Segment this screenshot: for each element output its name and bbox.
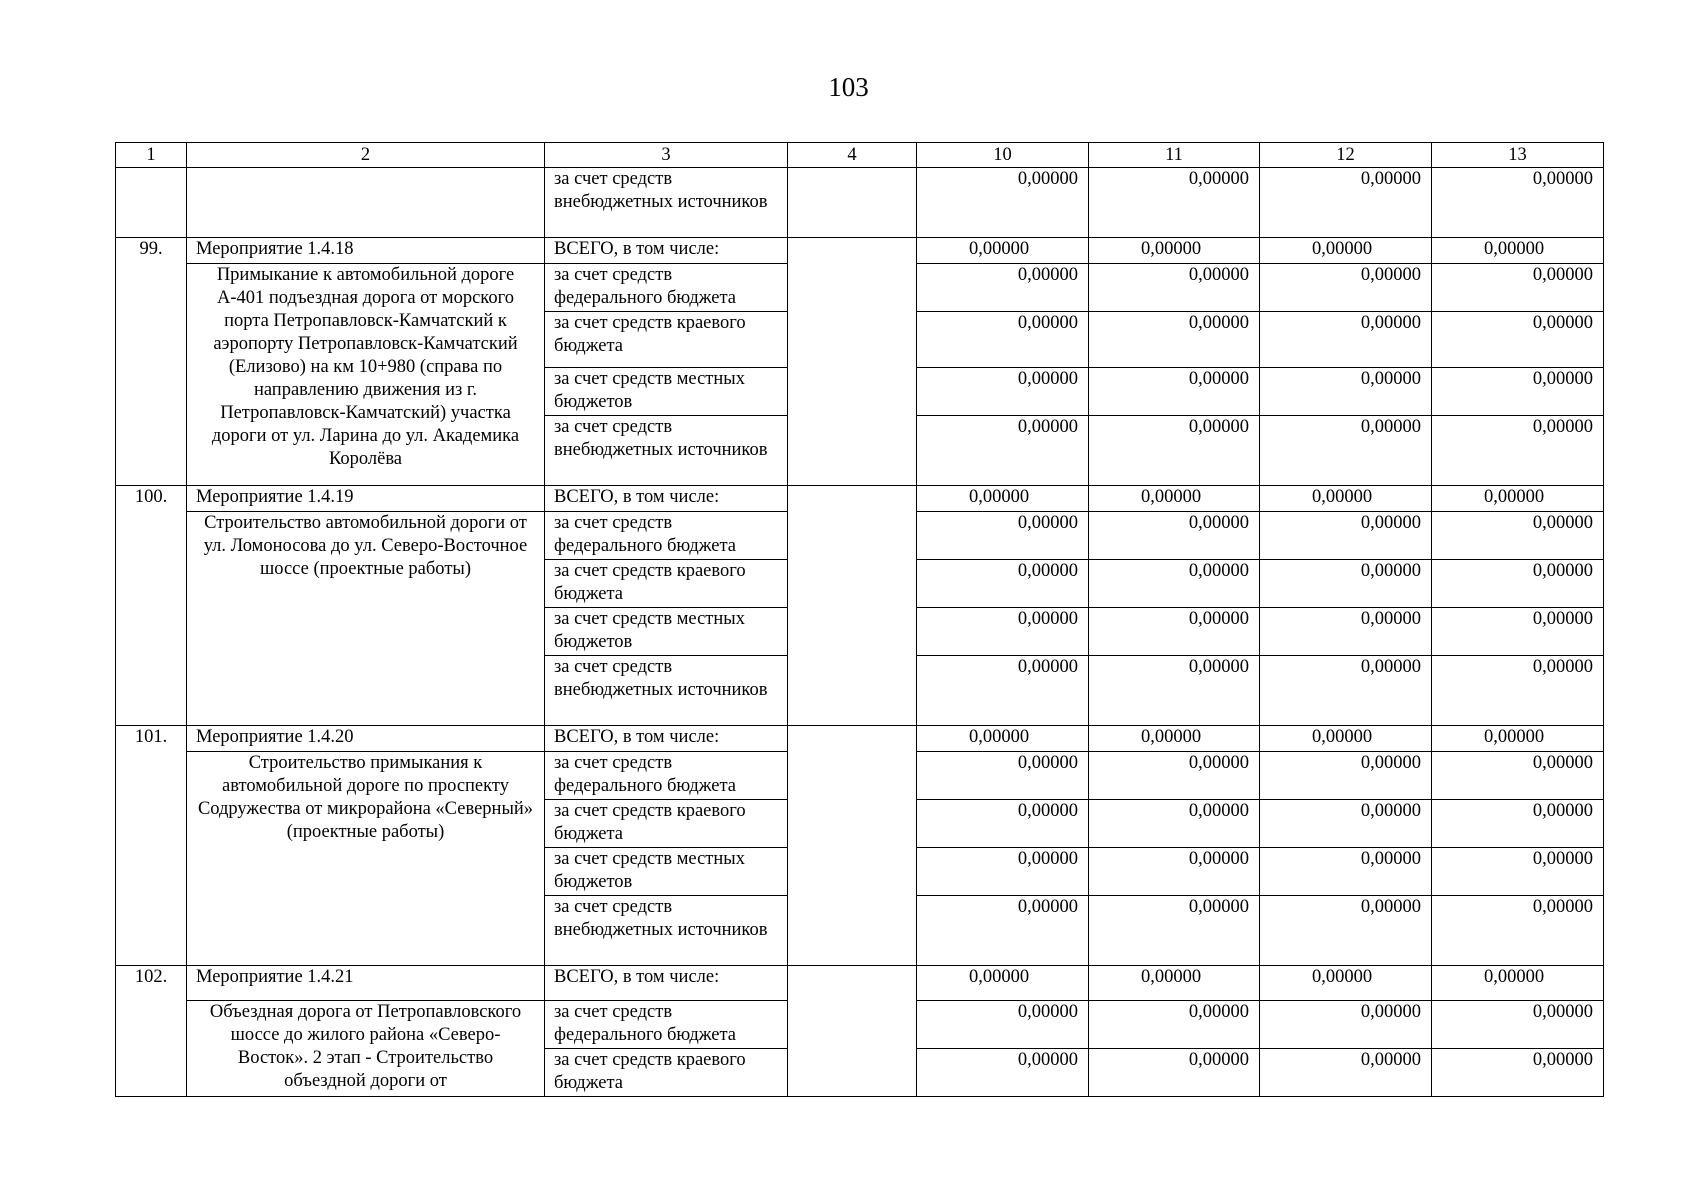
event-title: Мероприятие 1.4.18 (187, 238, 545, 264)
value-cell: 0,00000 (917, 608, 1089, 656)
value-cell: 0,00000 (1260, 560, 1432, 608)
value-cell: 0,00000 (917, 264, 1089, 312)
total-value: 0,00000 (917, 238, 1089, 264)
source-label: за счет средств внебюджетных источников (545, 656, 788, 726)
event-total-row (116, 726, 1604, 752)
header-cell: 12 (1260, 143, 1432, 168)
value-cell: 0,00000 (917, 848, 1089, 896)
value-cell: 0,00000 (1260, 1001, 1432, 1049)
value-cell: 0,00000 (1432, 368, 1604, 416)
event-description: Примыкание к автомобильной дороге А-401 подъездная дорога от морского порта Петропавловск-Камчатский к аэропорту Петропавловск-Камчатский (Елизово) на км 10+980 (справа по направлению движения из г. Петропавловск-Камчатский) участка дороги от ул. Ларина до ул. Академика Королёва (187, 264, 545, 486)
source-label: за счет средств местных бюджетов (545, 608, 788, 656)
header-cell: 1 (116, 143, 187, 168)
value-cell: 0,00000 (1089, 264, 1260, 312)
total-value: 0,00000 (1089, 238, 1260, 264)
value-cell: 0,00000 (1260, 416, 1432, 486)
header-cell: 11 (1089, 143, 1260, 168)
value-cell: 0,00000 (1260, 368, 1432, 416)
value-cell: 0,00000 (1432, 752, 1604, 800)
row-number: 101. (116, 726, 187, 966)
col4-cell (788, 726, 917, 966)
total-value: 0,00000 (1089, 966, 1260, 1001)
value-cell: 0,00000 (917, 896, 1089, 966)
source-label: за счет средств внебюджетных источников (545, 896, 788, 966)
event-total-row (116, 238, 1604, 264)
value-cell: 0,00000 (917, 368, 1089, 416)
col4-cell (788, 486, 917, 726)
source-label: за счет средств федерального бюджета (545, 1001, 788, 1049)
total-value: 0,00000 (1260, 966, 1432, 1001)
value-cell: 0,00000 (917, 312, 1089, 368)
value-cell: 0,00000 (1432, 1001, 1604, 1049)
event-total-row (116, 966, 1604, 1001)
value-cell: 0,00000 (917, 168, 1089, 238)
event-description: Объездная дорога от Петропавловского шоссе до жилого района «Северо-Восток». 2 этап - Строительство объездной дороги от (187, 1001, 545, 1097)
value-cell: 0,00000 (1260, 608, 1432, 656)
col4-cell (788, 168, 917, 238)
value-cell: 0,00000 (917, 560, 1089, 608)
event-total-row (116, 486, 1604, 512)
value-cell: 0,00000 (1089, 608, 1260, 656)
event-title: Мероприятие 1.4.19 (187, 486, 545, 512)
total-value: 0,00000 (1432, 238, 1604, 264)
value-cell: 0,00000 (1260, 848, 1432, 896)
value-cell: 0,00000 (1089, 1049, 1260, 1097)
source-label: за счет средств федерального бюджета (545, 264, 788, 312)
event-title: Мероприятие 1.4.21 (187, 966, 545, 1001)
header-cell: 4 (788, 143, 917, 168)
value-cell: 0,00000 (1089, 312, 1260, 368)
total-value: 0,00000 (1432, 966, 1604, 1001)
value-cell: 0,00000 (1089, 1001, 1260, 1049)
source-label: за счет средств краевого бюджета (545, 560, 788, 608)
table-body (116, 143, 1604, 1097)
value-cell: 0,00000 (1432, 608, 1604, 656)
value-cell: 0,00000 (1432, 168, 1604, 238)
value-cell: 0,00000 (1432, 800, 1604, 848)
value-cell: 0,00000 (917, 656, 1089, 726)
value-cell: 0,00000 (1432, 896, 1604, 966)
total-label: ВСЕГО, в том числе: (545, 726, 788, 752)
row-number: 100. (116, 486, 187, 726)
col4-cell (788, 238, 917, 486)
total-label: ВСЕГО, в том числе: (545, 486, 788, 512)
value-cell: 0,00000 (917, 1049, 1089, 1097)
desc-cell (187, 168, 545, 238)
total-value: 0,00000 (1089, 486, 1260, 512)
continuation-row (116, 168, 1604, 238)
total-label: ВСЕГО, в том числе: (545, 238, 788, 264)
value-cell: 0,00000 (917, 1001, 1089, 1049)
value-cell: 0,00000 (1432, 264, 1604, 312)
total-value: 0,00000 (1089, 726, 1260, 752)
value-cell: 0,00000 (1432, 1049, 1604, 1097)
value-cell: 0,00000 (1432, 416, 1604, 486)
value-cell: 0,00000 (917, 752, 1089, 800)
source-label: за счет средств внебюджетных источников (545, 416, 788, 486)
source-label: за счет средств местных бюджетов (545, 368, 788, 416)
value-cell: 0,00000 (1089, 512, 1260, 560)
value-cell: 0,00000 (917, 512, 1089, 560)
value-cell: 0,00000 (1260, 752, 1432, 800)
header-cell: 13 (1432, 143, 1604, 168)
value-cell: 0,00000 (917, 416, 1089, 486)
value-cell: 0,00000 (1260, 264, 1432, 312)
source-label: за счет средств краевого бюджета (545, 312, 788, 368)
value-cell: 0,00000 (1260, 512, 1432, 560)
value-cell: 0,00000 (917, 800, 1089, 848)
source-label: за счет средств местных бюджетов (545, 848, 788, 896)
value-cell: 0,00000 (1089, 848, 1260, 896)
value-cell: 0,00000 (1089, 168, 1260, 238)
value-cell: 0,00000 (1260, 896, 1432, 966)
source-label: за счет средств федерального бюджета (545, 512, 788, 560)
total-value: 0,00000 (1260, 238, 1432, 264)
total-value: 0,00000 (1432, 726, 1604, 752)
value-cell: 0,00000 (1432, 560, 1604, 608)
event-description: Строительство примыкания к автомобильной дороге по проспекту Содружества от микрорайона «Северный» (проектные работы) (187, 752, 545, 966)
value-cell: 0,00000 (1089, 800, 1260, 848)
total-value: 0,00000 (1260, 486, 1432, 512)
value-cell: 0,00000 (1432, 512, 1604, 560)
row-number: 99. (116, 238, 187, 486)
header-cell: 10 (917, 143, 1089, 168)
header-row (116, 143, 1604, 168)
header-cell: 2 (187, 143, 545, 168)
total-value: 0,00000 (917, 966, 1089, 1001)
value-cell: 0,00000 (1089, 368, 1260, 416)
col4-cell (788, 966, 917, 1097)
total-value: 0,00000 (1432, 486, 1604, 512)
source-label: за счет средств федерального бюджета (545, 752, 788, 800)
value-cell: 0,00000 (1260, 1049, 1432, 1097)
value-cell: 0,00000 (1260, 656, 1432, 726)
event-description: Строительство автомобильной дороги от ул. Ломоносова до ул. Северо-Восточное шоссе (проектные работы) (187, 512, 545, 726)
budget-table (115, 142, 1604, 1097)
value-cell: 0,00000 (1089, 560, 1260, 608)
value-cell: 0,00000 (1432, 312, 1604, 368)
value-cell: 0,00000 (1260, 168, 1432, 238)
value-cell: 0,00000 (1432, 656, 1604, 726)
row-number: 102. (116, 966, 187, 1097)
value-cell: 0,00000 (1089, 752, 1260, 800)
value-cell: 0,00000 (1089, 416, 1260, 486)
event-title: Мероприятие 1.4.20 (187, 726, 545, 752)
source-label: за счет средств краевого бюджета (545, 800, 788, 848)
total-value: 0,00000 (917, 726, 1089, 752)
value-cell: 0,00000 (1089, 656, 1260, 726)
value-cell: 0,00000 (1260, 312, 1432, 368)
total-value: 0,00000 (1260, 726, 1432, 752)
num-cell (116, 168, 187, 238)
header-cell: 3 (545, 143, 788, 168)
source-label: за счет средств внебюджетных источников (545, 168, 788, 238)
value-cell: 0,00000 (1089, 896, 1260, 966)
page-number: 103 (828, 72, 869, 102)
total-value: 0,00000 (917, 486, 1089, 512)
total-label: ВСЕГО, в том числе: (545, 966, 788, 1001)
value-cell: 0,00000 (1260, 800, 1432, 848)
source-label: за счет средств краевого бюджета (545, 1049, 788, 1097)
value-cell: 0,00000 (1432, 848, 1604, 896)
